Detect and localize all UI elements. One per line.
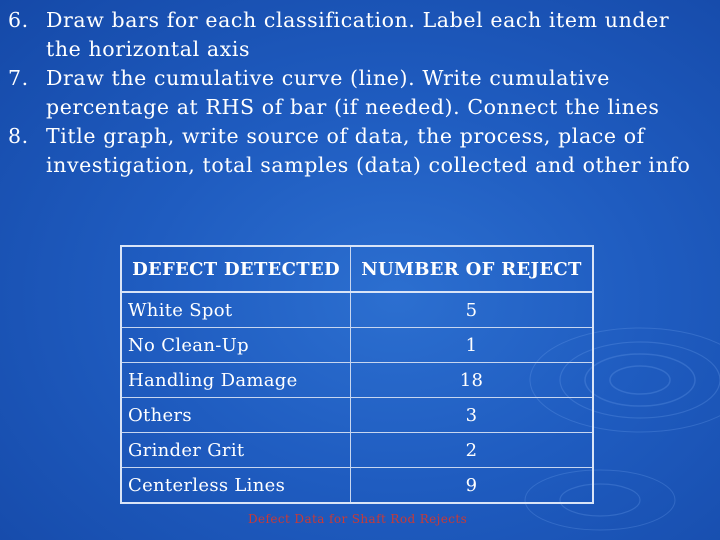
column-header-defect: DEFECT DETECTED bbox=[121, 246, 351, 292]
defect-name-cell: Centerless Lines bbox=[121, 468, 351, 504]
step-number: 6. bbox=[8, 8, 29, 32]
reject-count-cell: 9 bbox=[351, 468, 594, 504]
step-text: Title graph, write source of data, the process, place of investigation, total samples (data) collected and other info bbox=[46, 124, 691, 177]
reject-count-cell: 3 bbox=[351, 398, 594, 433]
step-number: 7. bbox=[8, 66, 29, 90]
table-caption: Defect Data for Shaft Rod Rejects bbox=[248, 512, 468, 526]
instruction-list bbox=[8, 6, 708, 180]
step-text: Draw the cumulative curve (line). Write cumulative percentage at RHS of bar (if needed). Connect the lines bbox=[46, 66, 660, 119]
reject-count-cell: 1 bbox=[351, 328, 594, 363]
table-row bbox=[121, 433, 593, 468]
table-row bbox=[121, 468, 593, 504]
column-header-count: NUMBER OF REJECT bbox=[351, 246, 594, 292]
step-text: Draw bars for each classification. Label each item under the horizontal axis bbox=[46, 8, 670, 61]
instruction-item bbox=[8, 6, 708, 64]
defect-name-cell: Others bbox=[121, 398, 351, 433]
table-header-row bbox=[121, 246, 593, 292]
instruction-item bbox=[8, 122, 708, 180]
table-row bbox=[121, 328, 593, 363]
table-row bbox=[121, 398, 593, 433]
reject-count-cell: 5 bbox=[351, 292, 594, 328]
step-number: 8. bbox=[8, 124, 29, 148]
defect-name-cell: White Spot bbox=[121, 292, 351, 328]
table-row bbox=[121, 363, 593, 398]
defect-name-cell: No Clean-Up bbox=[121, 328, 351, 363]
reject-count-cell: 18 bbox=[351, 363, 594, 398]
table-row bbox=[121, 292, 593, 328]
instruction-item bbox=[8, 64, 708, 122]
defect-name-cell: Handling Damage bbox=[121, 363, 351, 398]
defect-name-cell: Grinder Grit bbox=[121, 433, 351, 468]
reject-count-cell: 2 bbox=[351, 433, 594, 468]
defect-table bbox=[120, 245, 594, 504]
